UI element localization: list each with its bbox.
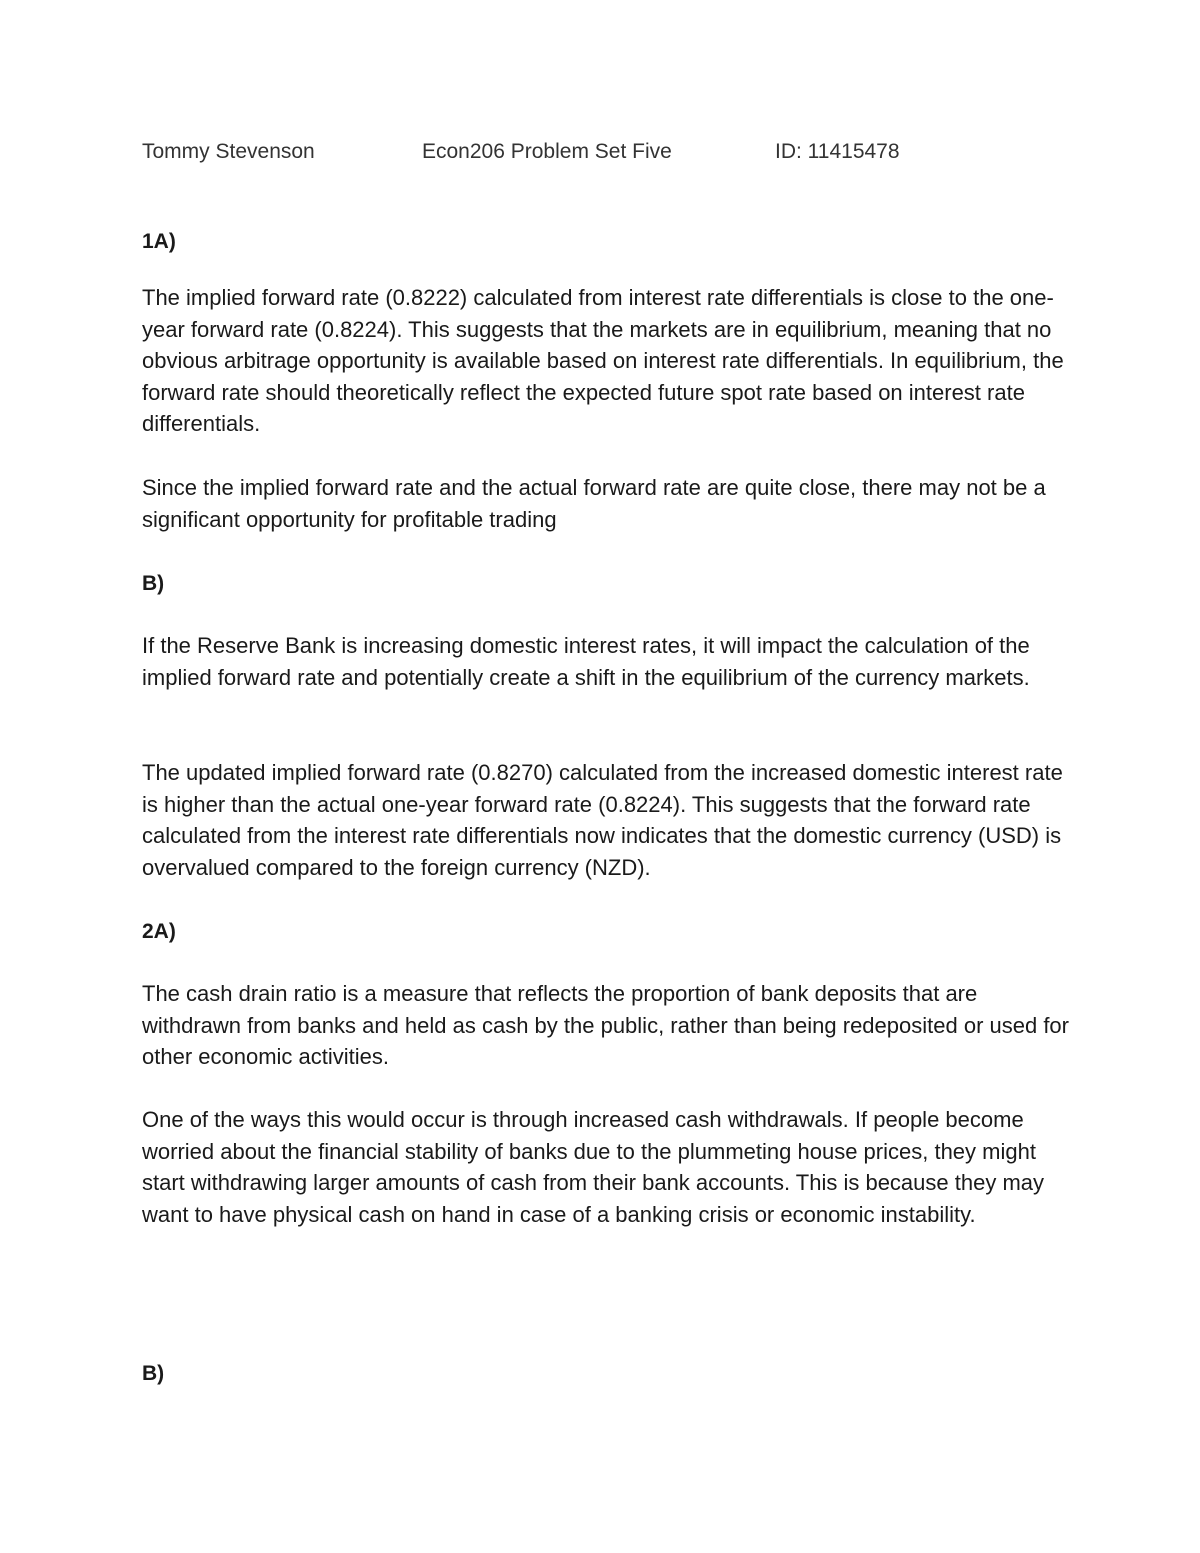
paragraph-2a-1: The cash drain ratio is a measure that reflects the proportion of bank deposits that are withdrawn from banks and held as cash by the public, rather than being redeposited or used for other economic activities. [142,981,1069,1069]
paragraph-2a-2: One of the ways this would occur is through increased cash withdrawals. If people become worried about the financial stability of banks due to the plummeting house prices, they might start withdrawing larger amounts of cash from their bank accounts. This is because they may want to have physical cash on hand in case of a banking crisis or economic instability. [142,1107,1045,1227]
student-id: ID: 11415478 [775,140,900,163]
heading-2a: 2A) [142,920,176,943]
heading-1a: 1A) [142,230,176,253]
heading-2b: B) [142,1362,165,1385]
paragraph-1a-1: The implied forward rate (0.8222) calculated from interest rate differentials is close to the one-year forward rate (0.8224). This suggests that the markets are in equilibrium, meaning that no obvious arbitrage opportunity is available based on interest rate differentials. In equilibrium, the forward rate should theoretically reflect the expected future spot rate based on interest rate differentials. [142,285,1064,436]
paragraph-1a-2: Since the implied forward rate and the actual forward rate are quite close, there may not be a significant opportunity for profitable trading [142,475,1046,532]
student-name: Tommy Stevenson [142,140,315,163]
heading-1b: B) [142,572,165,595]
paragraph-1b-1: If the Reserve Bank is increasing domestic interest rates, it will impact the calculation of the implied forward rate and potentially create a shift in the equilibrium of the currency markets. [142,633,1030,690]
paragraph-1b-2: The updated implied forward rate (0.8270) calculated from the increased domestic interest rate is higher than the actual one-year forward rate (0.8224). This suggests that the forward rate calculated from the interest rate differentials now indicates that the domestic currency (USD) is overvalued compared to the foreign currency (NZD). [142,760,1063,880]
page-header [142,140,1062,170]
course-title: Econ206 Problem Set Five [422,140,672,163]
